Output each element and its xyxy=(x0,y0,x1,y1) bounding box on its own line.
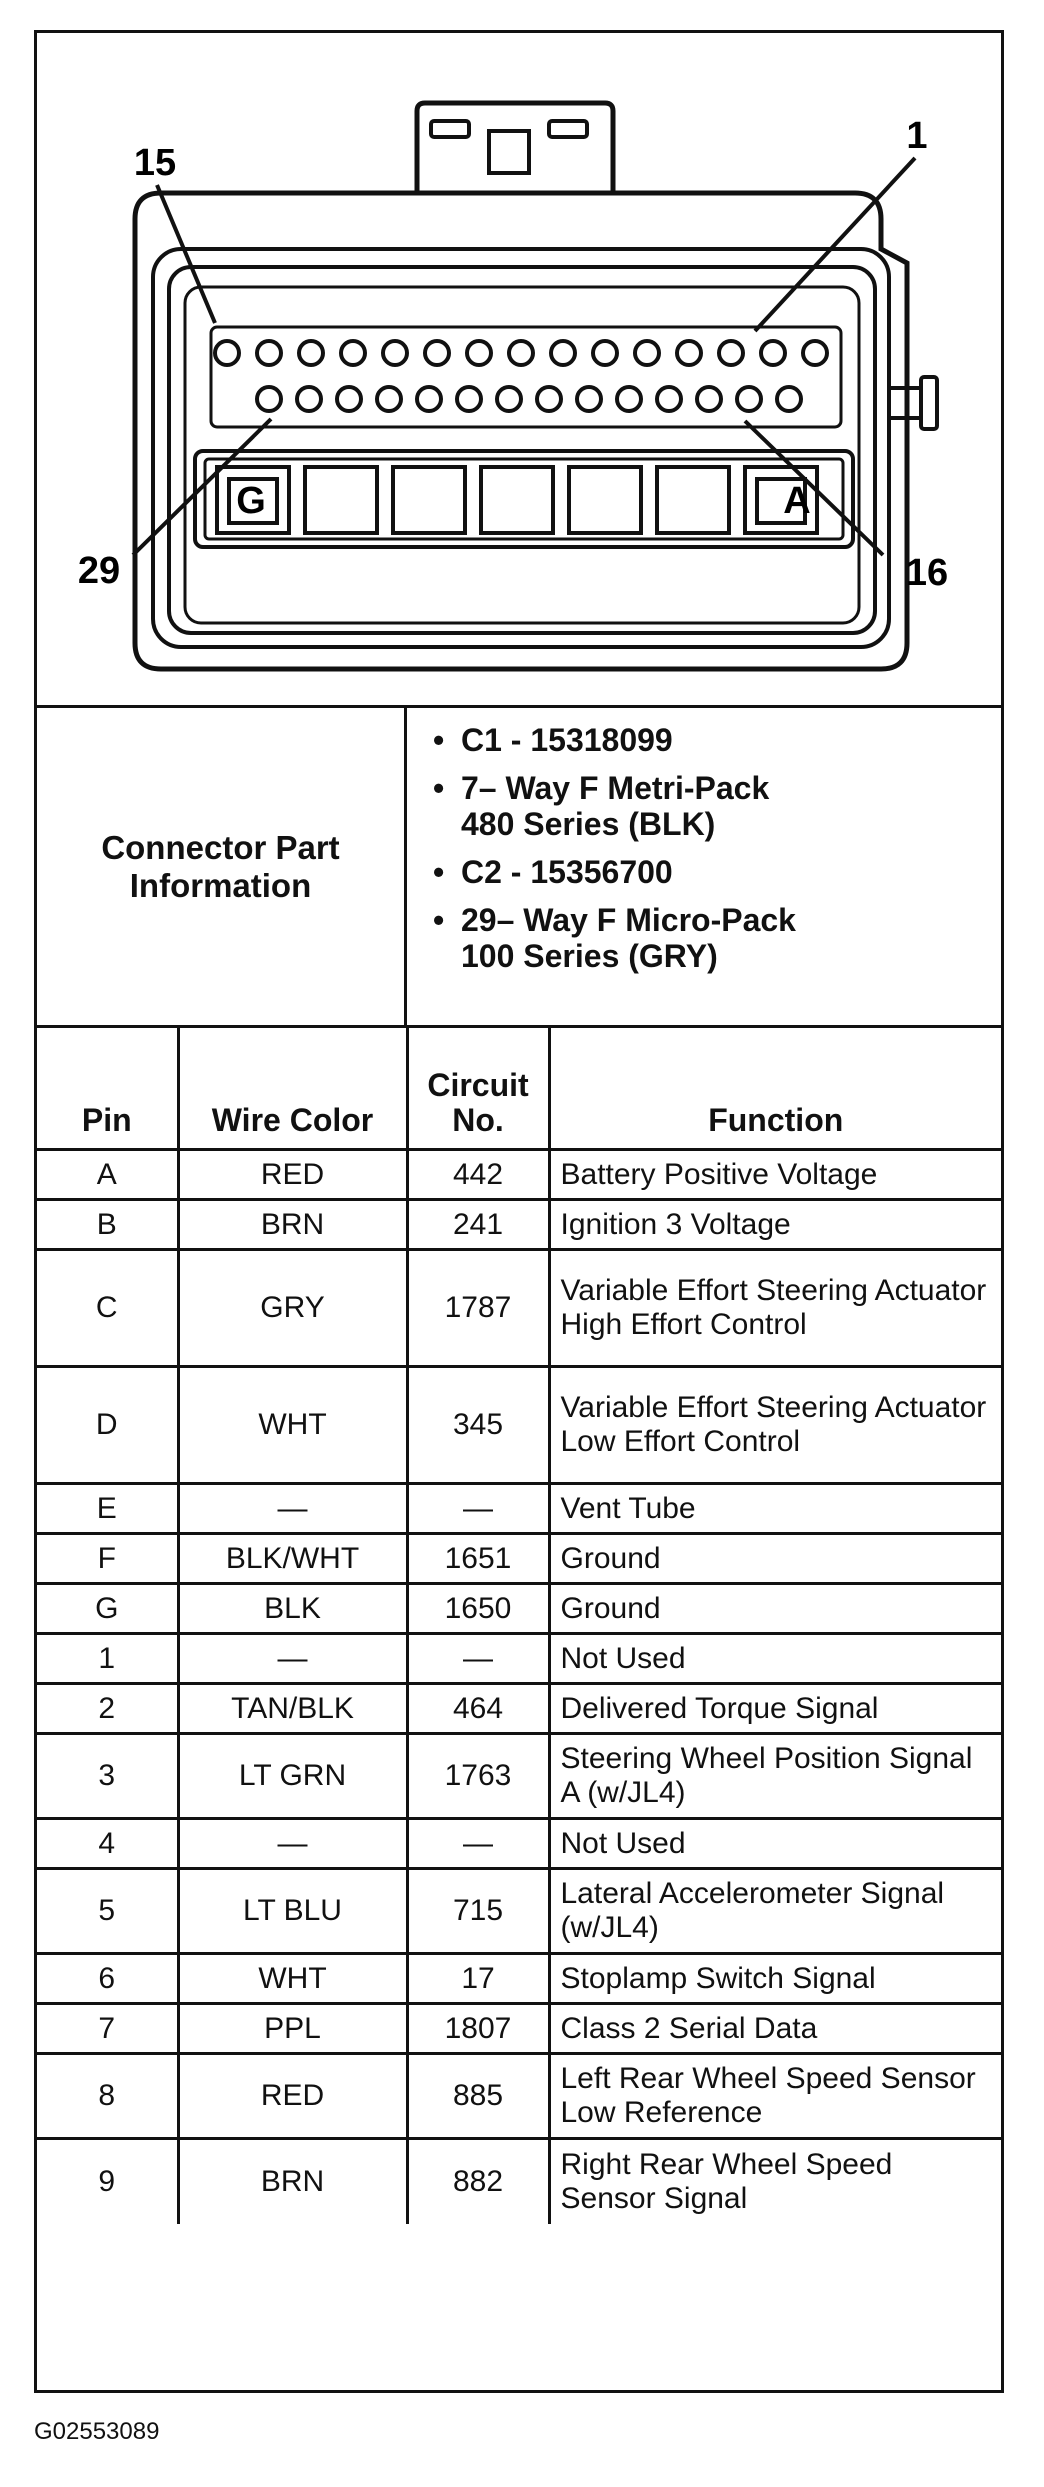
pin-cell: 6 xyxy=(37,1954,178,2004)
pin-cell: G xyxy=(37,1584,178,1634)
wire-color-cell: BRN xyxy=(178,2139,407,2224)
pin-cell: 1 xyxy=(37,1634,178,1684)
function-cell: Left Rear Wheel Speed Sensor Low Reference xyxy=(549,2054,1001,2139)
table-row xyxy=(37,1200,1001,1250)
terminal-cavity-box xyxy=(481,467,553,533)
table-row xyxy=(37,1484,1001,1534)
circuit-cell: 464 xyxy=(407,1684,549,1734)
function-cell: Battery Positive Voltage xyxy=(549,1150,1001,1200)
pin-cell: 7 xyxy=(37,2004,178,2054)
header-pin: Pin xyxy=(37,1028,178,1150)
header-circuit-no: Circuit No. xyxy=(407,1028,549,1150)
pin-cavity-hole xyxy=(215,341,239,365)
function-cell: Not Used xyxy=(549,1634,1001,1684)
function-cell: Ground xyxy=(549,1534,1001,1584)
connector-part-item: • C2 - 15356700 xyxy=(433,854,1001,890)
table-row xyxy=(37,1150,1001,1200)
pin-cavity-hole xyxy=(497,387,521,411)
wire-color-cell: WHT xyxy=(178,1367,407,1484)
pin-cell: B xyxy=(37,1200,178,1250)
pin-label-1: 1 xyxy=(906,115,928,157)
pin-cavity-hole xyxy=(537,387,561,411)
circuit-cell: 1763 xyxy=(407,1734,549,1819)
function-cell: Stoplamp Switch Signal xyxy=(549,1954,1001,2004)
table-row xyxy=(37,2004,1001,2054)
terminal-cavity-box xyxy=(393,467,465,533)
pin-cavity-hole xyxy=(737,387,761,411)
wire-color-cell: PPL xyxy=(178,2004,407,2054)
pin-cavity-hole xyxy=(677,341,701,365)
cavity-letter-a: A xyxy=(783,480,811,522)
pin-cell: F xyxy=(37,1534,178,1584)
circuit-cell: 885 xyxy=(407,2054,549,2139)
table-row xyxy=(37,2054,1001,2139)
pin-cavity-hole xyxy=(383,341,407,365)
pin-cavity-hole xyxy=(299,341,323,365)
function-cell: Vent Tube xyxy=(549,1484,1001,1534)
table-row xyxy=(37,1954,1001,2004)
pin-cavity-hole xyxy=(777,387,801,411)
wire-color-cell: BLK xyxy=(178,1584,407,1634)
table-row xyxy=(37,1634,1001,1684)
pin-cell: 8 xyxy=(37,2054,178,2139)
wire-color-cell: LT GRN xyxy=(178,1734,407,1819)
table-row xyxy=(37,1684,1001,1734)
wire-color-cell: RED xyxy=(178,1150,407,1200)
terminal-cavity-box xyxy=(657,467,729,533)
connector-part-information-row xyxy=(37,708,1001,1028)
pin-cavity-hole xyxy=(697,387,721,411)
function-cell: Ignition 3 Voltage xyxy=(549,1200,1001,1250)
function-cell: Delivered Torque Signal xyxy=(549,1684,1001,1734)
connector-face-diagram xyxy=(37,33,1001,708)
circuit-cell: 442 xyxy=(407,1150,549,1200)
pinout-table xyxy=(37,1028,1001,2224)
pin-label-15: 15 xyxy=(133,142,177,184)
circuit-cell: 1651 xyxy=(407,1534,549,1584)
pinout-header-row xyxy=(37,1028,1001,1150)
circuit-cell: 17 xyxy=(407,1954,549,2004)
circuit-cell: 715 xyxy=(407,1869,549,1954)
function-cell: Variable Effort Steering Actuator High Effort Control xyxy=(549,1250,1001,1367)
wire-color-cell: — xyxy=(178,1819,407,1869)
pin-cavity-hole xyxy=(657,387,681,411)
circuit-cell: 241 xyxy=(407,1200,549,1250)
pin-cell: 5 xyxy=(37,1869,178,1954)
connector-document-frame xyxy=(34,30,1004,2393)
circuit-cell: — xyxy=(407,1484,549,1534)
pin-cavity-hole xyxy=(257,387,281,411)
pin-cavity-hole xyxy=(341,341,365,365)
wire-color-cell: RED xyxy=(178,2054,407,2139)
circuit-cell: 1807 xyxy=(407,2004,549,2054)
wire-color-cell: BLK/WHT xyxy=(178,1534,407,1584)
circuit-cell: 1787 xyxy=(407,1250,549,1367)
pin-cavity-hole xyxy=(257,341,281,365)
terminal-cavity-box xyxy=(569,467,641,533)
function-cell: Not Used xyxy=(549,1819,1001,1869)
table-row xyxy=(37,2139,1001,2224)
circuit-cell: 345 xyxy=(407,1367,549,1484)
circuit-cell: — xyxy=(407,1634,549,1684)
pin-cavity-hole xyxy=(617,387,641,411)
header-function: Function xyxy=(549,1028,1001,1150)
pin-cavity-hole xyxy=(297,387,321,411)
pin-cavity-hole xyxy=(417,387,441,411)
table-row xyxy=(37,1250,1001,1367)
pin-cell: 2 xyxy=(37,1684,178,1734)
table-row xyxy=(37,1534,1001,1584)
connector-part-information-label: Connector Part Information xyxy=(37,708,407,1025)
pin-cavity-hole xyxy=(803,341,827,365)
pin-cavity-hole xyxy=(761,341,785,365)
table-row xyxy=(37,1367,1001,1484)
pin-cell: C xyxy=(37,1250,178,1367)
pin-cavity-hole xyxy=(577,387,601,411)
terminal-cavity-box xyxy=(305,467,377,533)
circuit-cell: 882 xyxy=(407,2139,549,2224)
pin-cavity-hole xyxy=(467,341,491,365)
pin-cavity-hole xyxy=(635,341,659,365)
pin-cell: E xyxy=(37,1484,178,1534)
connector-part-list xyxy=(407,708,1001,1025)
pin-cell: 3 xyxy=(37,1734,178,1819)
pin-cell: 9 xyxy=(37,2139,178,2224)
pin-label-29: 29 xyxy=(77,550,121,592)
cavity-letter-g: G xyxy=(236,480,266,522)
pin-cavity-hole xyxy=(377,387,401,411)
pin-cell: D xyxy=(37,1367,178,1484)
circuit-cell: — xyxy=(407,1819,549,1869)
table-row xyxy=(37,1819,1001,1869)
pin-cavity-hole xyxy=(719,341,743,365)
figure-code: G02553089 xyxy=(34,2418,160,2445)
pin-cavity-hole xyxy=(551,341,575,365)
table-row xyxy=(37,1869,1001,1954)
table-row xyxy=(37,1734,1001,1819)
pin-cell: A xyxy=(37,1150,178,1200)
function-cell: Right Rear Wheel Speed Sensor Signal xyxy=(549,2139,1001,2224)
pin-cavity-hole xyxy=(425,341,449,365)
function-cell: Variable Effort Steering Actuator Low Effort Control xyxy=(549,1367,1001,1484)
connector-part-item: • 29– Way F Micro-Pack 100 Series (GRY) xyxy=(433,902,1001,974)
function-cell: Steering Wheel Position Signal A (w/JL4) xyxy=(549,1734,1001,1819)
table-row xyxy=(37,1584,1001,1634)
pin-cavity-hole xyxy=(593,341,617,365)
function-cell: Class 2 Serial Data xyxy=(549,2004,1001,2054)
wire-color-cell: — xyxy=(178,1634,407,1684)
wire-color-cell: WHT xyxy=(178,1954,407,2004)
function-cell: Lateral Accelerometer Signal (w/JL4) xyxy=(549,1869,1001,1954)
connector-part-item: • C1 - 15318099 xyxy=(433,722,1001,758)
pin-cell: 4 xyxy=(37,1819,178,1869)
connector-diagram-panel xyxy=(37,33,1001,708)
wire-color-cell: GRY xyxy=(178,1250,407,1367)
circuit-cell: 1650 xyxy=(407,1584,549,1634)
header-wire-color: Wire Color xyxy=(178,1028,407,1150)
wire-color-cell: LT BLU xyxy=(178,1869,407,1954)
pin-cavity-hole xyxy=(457,387,481,411)
pin-cavity-hole xyxy=(337,387,361,411)
wire-color-cell: TAN/BLK xyxy=(178,1684,407,1734)
function-cell: Ground xyxy=(549,1584,1001,1634)
pin-label-16: 16 xyxy=(905,552,949,594)
connector-part-item: • 7– Way F Metri-Pack 480 Series (BLK) xyxy=(433,770,1001,842)
pin-cavity-hole xyxy=(509,341,533,365)
wire-color-cell: — xyxy=(178,1484,407,1534)
wire-color-cell: BRN xyxy=(178,1200,407,1250)
